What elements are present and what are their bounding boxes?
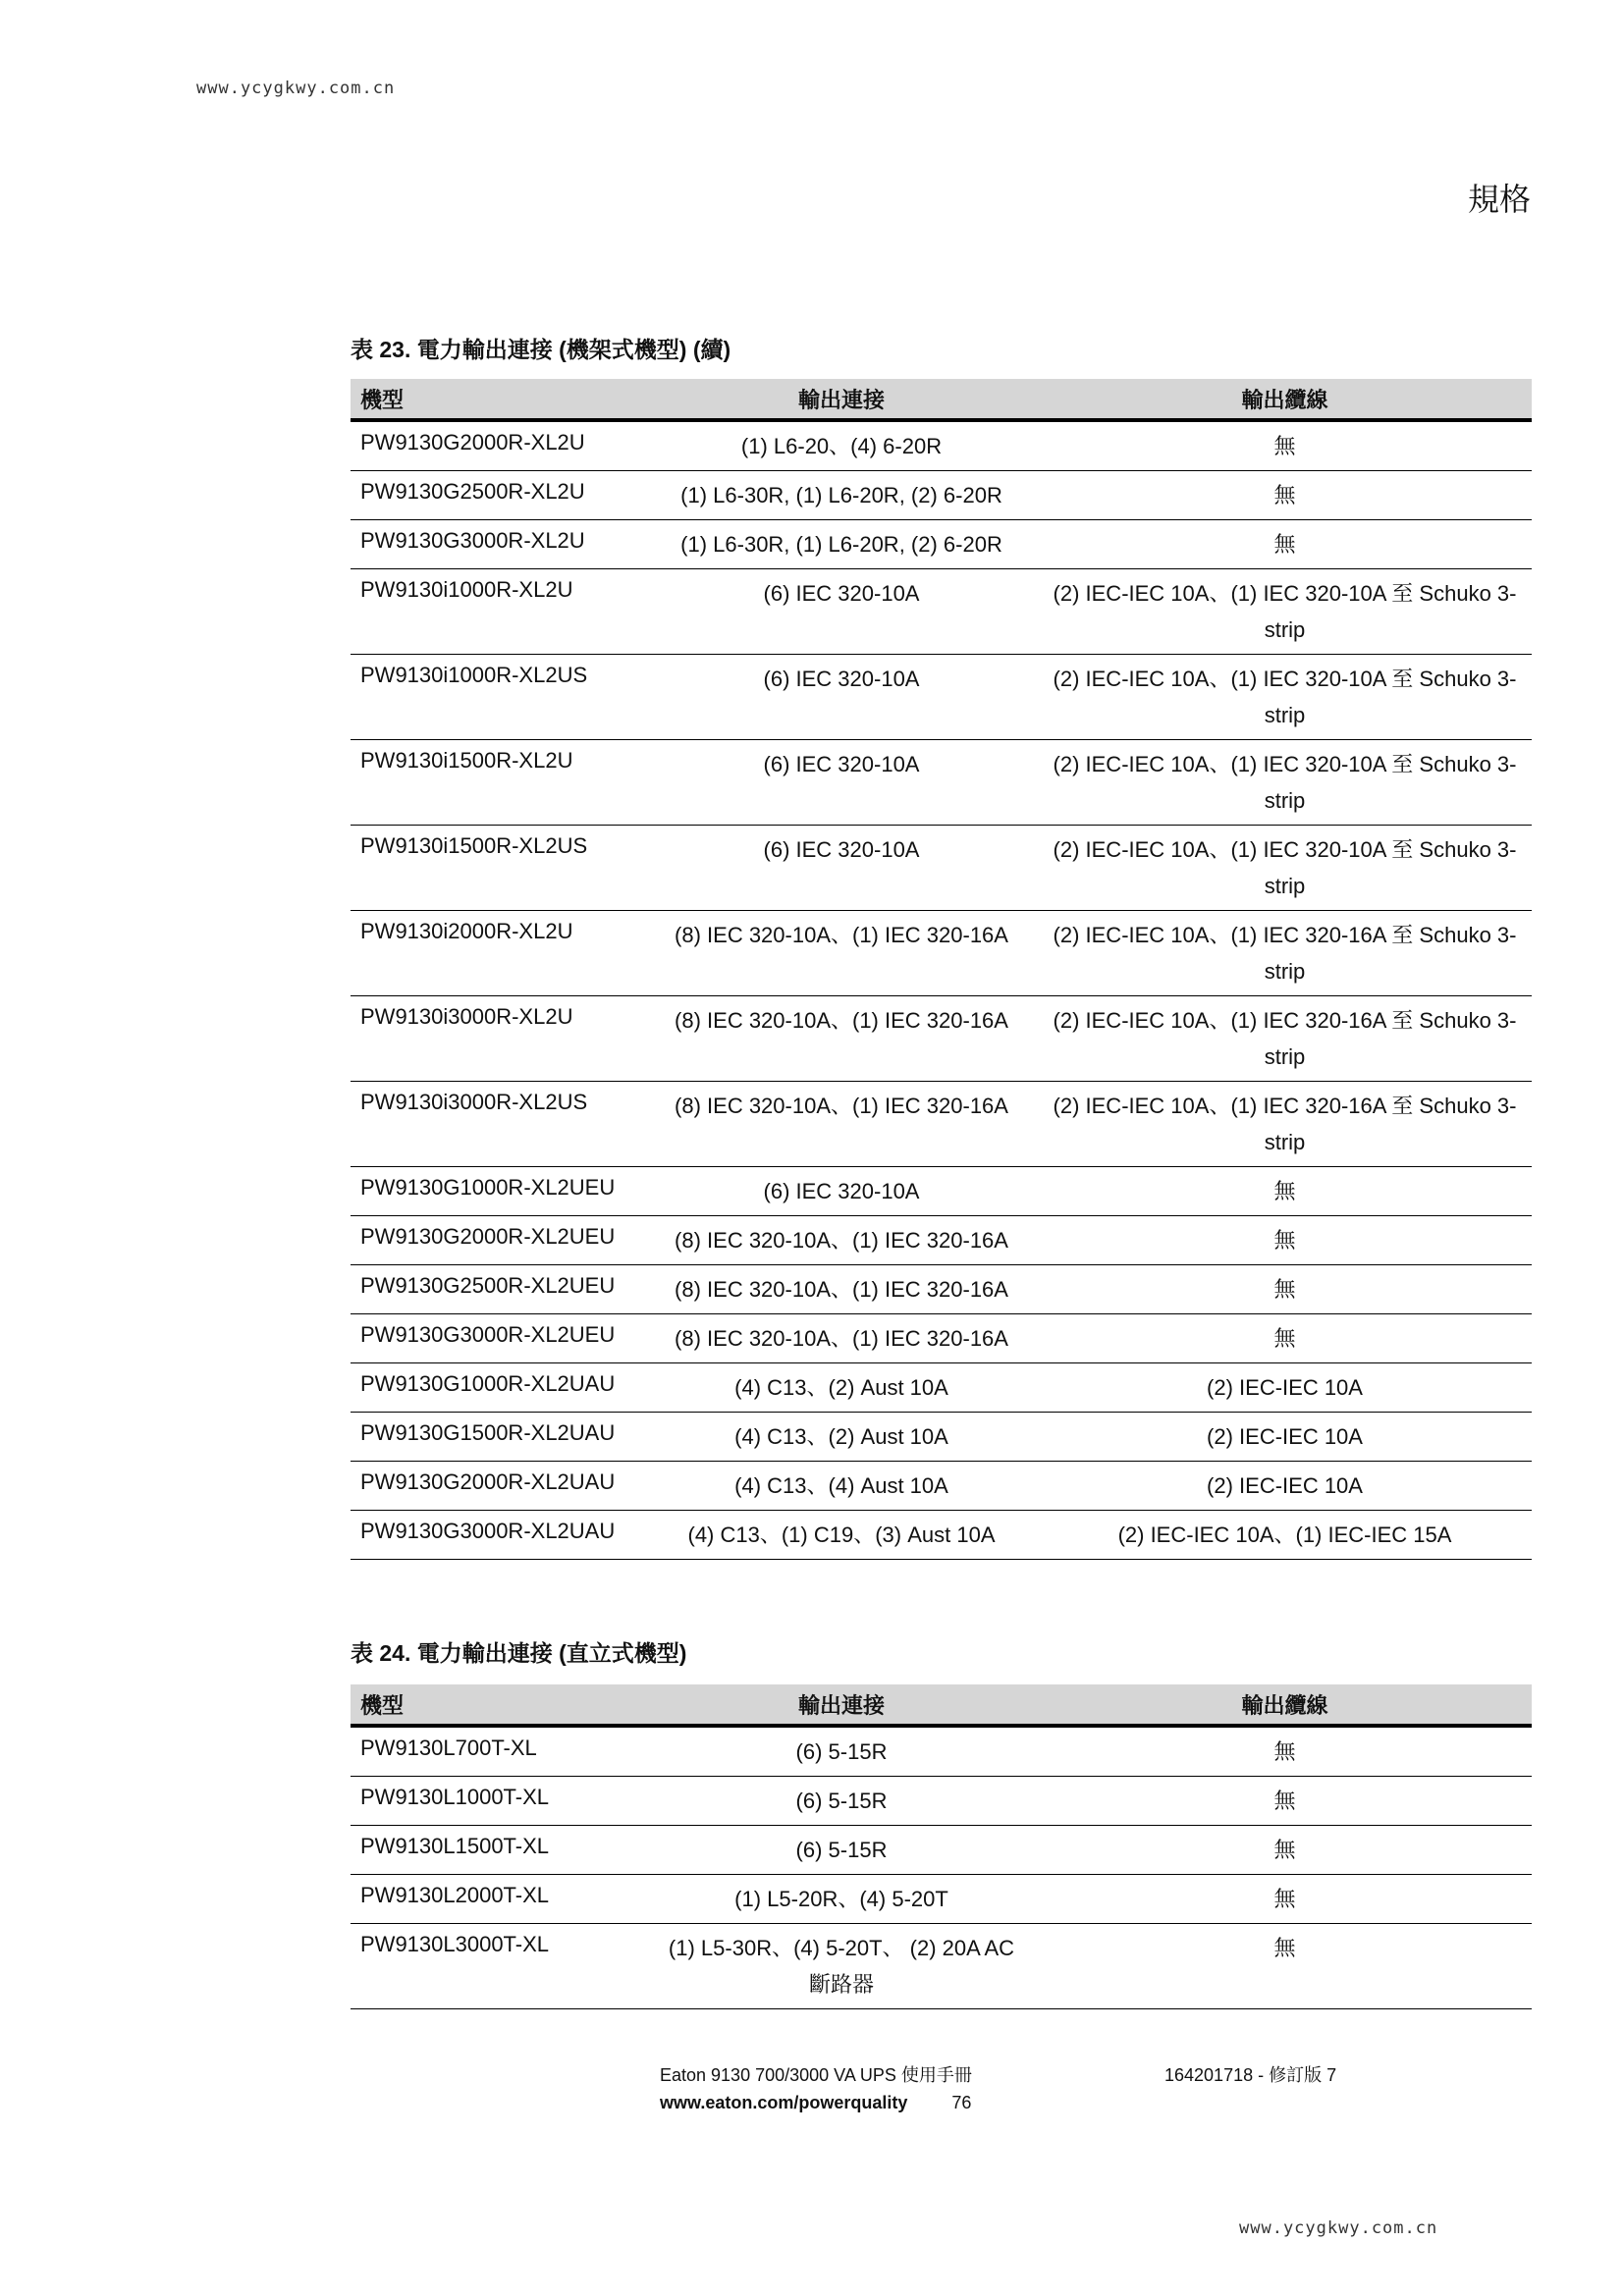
header-output-cable: 輸出纜線 [1038, 379, 1532, 420]
table-row [351, 996, 1532, 1082]
cell-model: PW9130G1000R-XL2UEU [351, 1167, 645, 1216]
cell-output-cable: 無 [1038, 1875, 1532, 1924]
cell-model: PW9130L700T-XL [351, 1726, 645, 1777]
cell-output-cable: 無 [1038, 1777, 1532, 1826]
footer-left [660, 2061, 972, 2116]
cell-output-cable: 無 [1038, 471, 1532, 520]
table-row [351, 471, 1532, 520]
watermark-top: www.ycygkwy.com.cn [196, 79, 396, 98]
cell-model: PW9130i1500R-XL2US [351, 826, 645, 911]
cell-output-connection: (1) L5-30R、(4) 5-20T、 (2) 20A AC 斷路器 [645, 1924, 1038, 2009]
footer-doc-number: 164201718 - 修訂版 7 [1164, 2065, 1337, 2085]
cell-output-connection: (8) IEC 320-10A、(1) IEC 320-16A [645, 1082, 1038, 1167]
table-header-row [351, 379, 1532, 420]
table-row [351, 1363, 1532, 1413]
cell-output-cable: 無 [1038, 1826, 1532, 1875]
table-24-body [351, 1726, 1532, 2009]
table-row [351, 1924, 1532, 2009]
cell-model: PW9130L2000T-XL [351, 1875, 645, 1924]
cell-output-connection: (6) 5-15R [645, 1777, 1038, 1826]
table-row [351, 1265, 1532, 1314]
table-row [351, 1314, 1532, 1363]
cell-model: PW9130G1000R-XL2UAU [351, 1363, 645, 1413]
table-header-row [351, 1684, 1532, 1726]
table-row [351, 655, 1532, 740]
cell-model: PW9130G2000R-XL2UAU [351, 1462, 645, 1511]
watermark-bottom: www.ycygkwy.com.cn [1239, 2218, 1438, 2238]
cell-output-connection: (1) L6-30R, (1) L6-20R, (2) 6-20R [645, 471, 1038, 520]
cell-output-cable: (2) IEC-IEC 10A、(1) IEC 320-10A 至 Schuko 3-strip [1038, 655, 1532, 740]
cell-output-connection: (6) IEC 320-10A [645, 655, 1038, 740]
header-model: 機型 [351, 379, 645, 420]
cell-model: PW9130i3000R-XL2US [351, 1082, 645, 1167]
cell-output-cable: (2) IEC-IEC 10A、(1) IEC 320-10A 至 Schuko 3-strip [1038, 826, 1532, 911]
cell-output-connection: (8) IEC 320-10A、(1) IEC 320-16A [645, 996, 1038, 1082]
table-24-caption: 表 24. 電力輸出連接 (直立式機型) [351, 1640, 687, 1666]
cell-output-cable: (2) IEC-IEC 10A、(1) IEC 320-16A 至 Schuko 3-strip [1038, 1082, 1532, 1167]
cell-model: PW9130i1000R-XL2US [351, 655, 645, 740]
cell-model: PW9130G2000R-XL2UEU [351, 1216, 645, 1265]
cell-model: PW9130G1500R-XL2UAU [351, 1413, 645, 1462]
cell-output-cable: 無 [1038, 420, 1532, 471]
cell-output-connection: (1) L5-20R、(4) 5-20T [645, 1875, 1038, 1924]
cell-output-connection: (6) IEC 320-10A [645, 1167, 1038, 1216]
header-output-cable: 輸出纜線 [1038, 1684, 1532, 1726]
table-row [351, 1462, 1532, 1511]
cell-model: PW9130G2500R-XL2U [351, 471, 645, 520]
cell-output-cable: 無 [1038, 1167, 1532, 1216]
header-model: 機型 [351, 1684, 645, 1726]
cell-output-connection: (8) IEC 320-10A、(1) IEC 320-16A [645, 911, 1038, 996]
cell-model: PW9130i1000R-XL2U [351, 569, 645, 655]
cell-model: PW9130G3000R-XL2UEU [351, 1314, 645, 1363]
table-row [351, 520, 1532, 569]
table-23-caption: 表 23. 電力輸出連接 (機架式機型) (續) [351, 337, 731, 362]
cell-model: PW9130G2500R-XL2UEU [351, 1265, 645, 1314]
cell-output-cable: (2) IEC-IEC 10A [1038, 1413, 1532, 1462]
cell-model: PW9130L3000T-XL [351, 1924, 645, 2009]
table-row [351, 740, 1532, 826]
cell-output-connection: (1) L6-20、(4) 6-20R [645, 420, 1038, 471]
cell-model: PW9130i3000R-XL2U [351, 996, 645, 1082]
table-row [351, 826, 1532, 911]
cell-output-cable: 無 [1038, 1314, 1532, 1363]
table-23 [351, 379, 1532, 1560]
table-row [351, 1413, 1532, 1462]
cell-output-connection: (8) IEC 320-10A、(1) IEC 320-16A [645, 1265, 1038, 1314]
table-row [351, 569, 1532, 655]
cell-output-connection: (6) 5-15R [645, 1826, 1038, 1875]
page-number: 76 [951, 2093, 972, 2112]
cell-model: PW9130G3000R-XL2UAU [351, 1511, 645, 1560]
cell-model: PW9130L1500T-XL [351, 1826, 645, 1875]
cell-model: PW9130i2000R-XL2U [351, 911, 645, 996]
table-row [351, 1167, 1532, 1216]
cell-output-cable: (2) IEC-IEC 10A、(1) IEC 320-10A 至 Schuko 3-strip [1038, 740, 1532, 826]
section-title: 規格 [1467, 182, 1531, 217]
cell-output-cable: (2) IEC-IEC 10A、(1) IEC-IEC 15A [1038, 1511, 1532, 1560]
table-row [351, 1511, 1532, 1560]
table-row [351, 911, 1532, 996]
table-row [351, 1875, 1532, 1924]
cell-output-cable: (2) IEC-IEC 10A、(1) IEC 320-16A 至 Schuko 3-strip [1038, 911, 1532, 996]
cell-model: PW9130i1500R-XL2U [351, 740, 645, 826]
cell-output-cable: (2) IEC-IEC 10A [1038, 1462, 1532, 1511]
cell-output-connection: (4) C13、(2) Aust 10A [645, 1363, 1038, 1413]
cell-output-cable: 無 [1038, 1726, 1532, 1777]
footer-manual-title: Eaton 9130 700/3000 VA UPS 使用手冊 [660, 2065, 972, 2085]
table-24 [351, 1684, 1532, 2009]
cell-output-connection: (4) C13、(2) Aust 10A [645, 1413, 1038, 1462]
cell-output-cable: (2) IEC-IEC 10A、(1) IEC 320-10A 至 Schuko 3-strip [1038, 569, 1532, 655]
footer-url: www.eaton.com/powerquality [660, 2093, 908, 2112]
table-row [351, 1777, 1532, 1826]
cell-model: PW9130L1000T-XL [351, 1777, 645, 1826]
cell-output-connection: (4) C13、(4) Aust 10A [645, 1462, 1038, 1511]
cell-output-connection: (8) IEC 320-10A、(1) IEC 320-16A [645, 1314, 1038, 1363]
cell-output-cable: 無 [1038, 1265, 1532, 1314]
cell-output-connection: (6) IEC 320-10A [645, 826, 1038, 911]
header-output-connection: 輸出連接 [645, 379, 1038, 420]
table-row [351, 420, 1532, 471]
cell-output-connection: (8) IEC 320-10A、(1) IEC 320-16A [645, 1216, 1038, 1265]
cell-output-cable: 無 [1038, 1924, 1532, 2009]
cell-output-connection: (6) IEC 320-10A [645, 569, 1038, 655]
cell-output-cable: 無 [1038, 1216, 1532, 1265]
table-row [351, 1726, 1532, 1777]
cell-output-connection: (6) IEC 320-10A [645, 740, 1038, 826]
cell-model: PW9130G3000R-XL2U [351, 520, 645, 569]
cell-output-connection: (1) L6-30R, (1) L6-20R, (2) 6-20R [645, 520, 1038, 569]
table-row [351, 1082, 1532, 1167]
table-row [351, 1826, 1532, 1875]
cell-output-cable: (2) IEC-IEC 10A [1038, 1363, 1532, 1413]
cell-output-cable: 無 [1038, 520, 1532, 569]
cell-output-connection: (6) 5-15R [645, 1726, 1038, 1777]
cell-output-cable: (2) IEC-IEC 10A、(1) IEC 320-16A 至 Schuko 3-strip [1038, 996, 1532, 1082]
header-output-connection: 輸出連接 [645, 1684, 1038, 1726]
cell-output-connection: (4) C13、(1) C19、(3) Aust 10A [645, 1511, 1038, 1560]
table-23-body [351, 420, 1532, 1560]
cell-model: PW9130G2000R-XL2U [351, 420, 645, 471]
table-row [351, 1216, 1532, 1265]
